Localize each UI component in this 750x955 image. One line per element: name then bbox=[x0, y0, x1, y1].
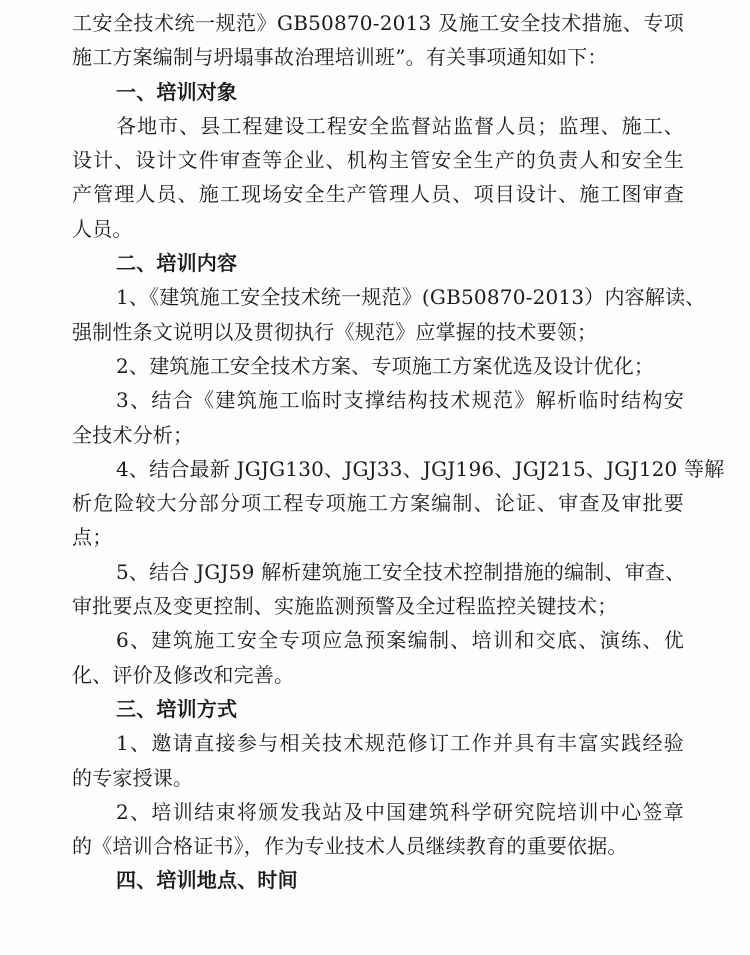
body-text-line: 强制性条文说明以及贯彻执行《规范》应掌握的技术要领； bbox=[72, 319, 598, 344]
body-text-line: 化、评价及修改和完善。 bbox=[72, 662, 295, 687]
body-text-line: 点； bbox=[72, 525, 113, 550]
body-text-line: 设计、设计文件审查等企业、机构主管安全生产的负责人和安全生 bbox=[72, 148, 684, 173]
body-text-line: 2、培训结束将颁发我站及中国建筑科学研究院培训中心签章 bbox=[116, 799, 684, 824]
body-text-line: 审批要点及变更控制、实施监测预警及全过程监控关键技术； bbox=[72, 594, 618, 619]
body-text-line: 全技术分析； bbox=[72, 422, 194, 447]
body-text-line: 人员。 bbox=[72, 216, 133, 241]
body-text-line: 工安全技术统一规范》GB50870-2013 及施工安全技术措施、专项 bbox=[72, 11, 684, 35]
body-text-line: 4、结合最新 JGJG130、JGJ33、JGJ196、JGJ215、JGJ120 等解 bbox=[116, 456, 725, 481]
body-text-line: 5、结合 JGJ59 解析建筑施工安全技术控制措施的编制、审查、 bbox=[116, 559, 686, 584]
body-text-line: 1、邀请直接参与相关技术规范修订工作并具有丰富实践经验 bbox=[116, 731, 684, 756]
body-text-line: 3、结合《建筑施工临时支撑结构技术规范》解析临时结构安 bbox=[116, 388, 684, 413]
body-text-line: 各地市、县工程建设工程安全监督站监督人员；监理、施工、 bbox=[116, 113, 684, 138]
section-heading-training-content: 二、培训内容 bbox=[116, 251, 238, 276]
body-text-line: 6、建筑施工安全专项应急预案编制、培训和交底、演练、优 bbox=[116, 628, 684, 653]
body-text-line: 的《培训合格证书》，作为专业技术人员继续教育的重要依据。 bbox=[72, 834, 628, 859]
section-heading-training-target: 一、培训对象 bbox=[116, 79, 238, 104]
document-body bbox=[72, 6, 725, 898]
body-text-line: 析危险较大分部分项工程专项施工方案编制、论证、审查及审批要 bbox=[72, 491, 684, 516]
section-heading-training-location-time: 四、培训地点、时间 bbox=[116, 868, 298, 893]
body-text-line: 2、建筑施工安全技术方案、专项施工方案优选及设计优化； bbox=[116, 353, 655, 378]
body-text-line: 1、《建筑施工安全技术统一规范》(GB50870-2013）内容解读、 bbox=[116, 285, 706, 310]
body-text-line: 施工方案编制与坍塌事故治理培训班”。有关事项通知如下： bbox=[72, 45, 608, 70]
section-heading-training-method: 三、培训方式 bbox=[116, 696, 238, 721]
body-text-line: 的专家授课。 bbox=[72, 765, 194, 790]
body-text-line: 产管理人员、施工现场安全生产管理人员、项目设计、施工图审查 bbox=[72, 182, 684, 207]
